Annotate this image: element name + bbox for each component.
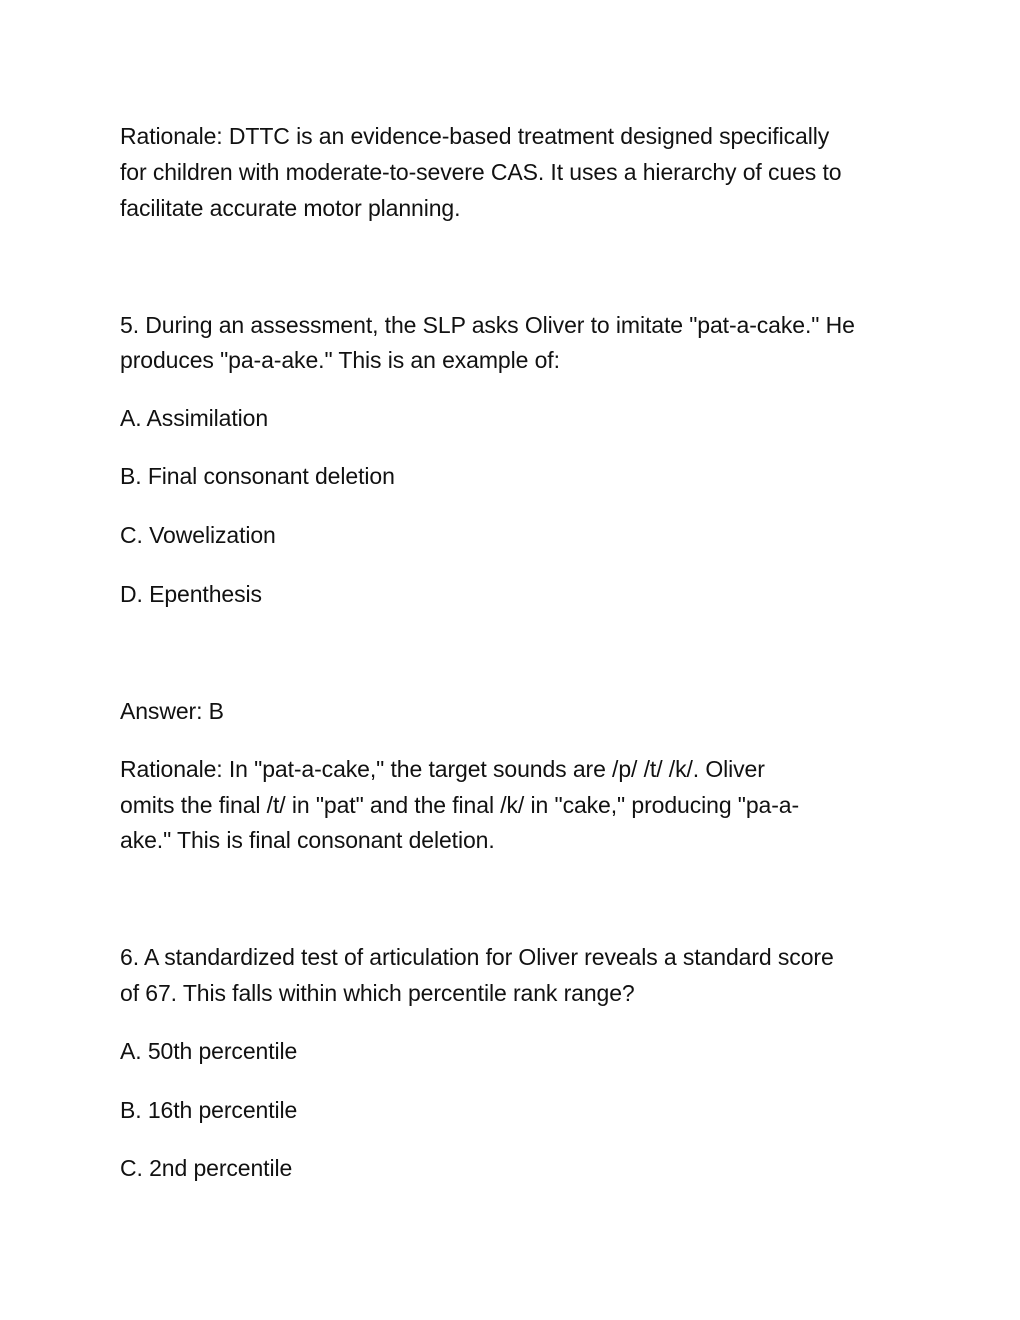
question-5-rationale-line-1: Rationale: In "pat-a-cake," the target sounds are /p/ /t/ /k/. Oliver (120, 756, 765, 782)
question-6-option-a: A. 50th percentile (120, 1038, 298, 1064)
rationale-4-line-2: for children with moderate-to-severe CAS. It uses a hierarchy of cues to (120, 159, 842, 185)
question-5-stem-line-1: 5. During an assessment, the SLP asks Oliver to imitate "pat-a-cake." He (120, 312, 855, 338)
question-6-option-b: B. 16th percentile (120, 1097, 298, 1123)
question-5-stem-line-2: produces "pa-a-ake." This is an example of: (120, 347, 560, 373)
question-5-rationale-line-2: omits the final /t/ in "pat" and the final /k/ in "cake," producing "pa-a- (120, 792, 800, 818)
question-5-option-b: B. Final consonant deletion (120, 463, 395, 489)
question-5-option-a: A. Assimilation (120, 405, 269, 431)
question-5-option-c: C. Vowelization (120, 522, 276, 548)
question-5-answer: Answer: B (120, 698, 224, 724)
question-5-option-d: D. Epenthesis (120, 581, 262, 607)
rationale-4-line-1: Rationale: DTTC is an evidence-based treatment designed specifically (120, 123, 830, 149)
question-6-stem-line-1: 6. A standardized test of articulation for Oliver reveals a standard score (120, 944, 834, 970)
question-5-rationale-line-3: ake." This is final consonant deletion. (120, 827, 495, 853)
rationale-4-line-3: facilitate accurate motor planning. (120, 195, 461, 221)
question-6-option-c: C. 2nd percentile (120, 1155, 293, 1181)
question-6-stem-line-2: of 67. This falls within which percentile rank range? (120, 980, 635, 1006)
